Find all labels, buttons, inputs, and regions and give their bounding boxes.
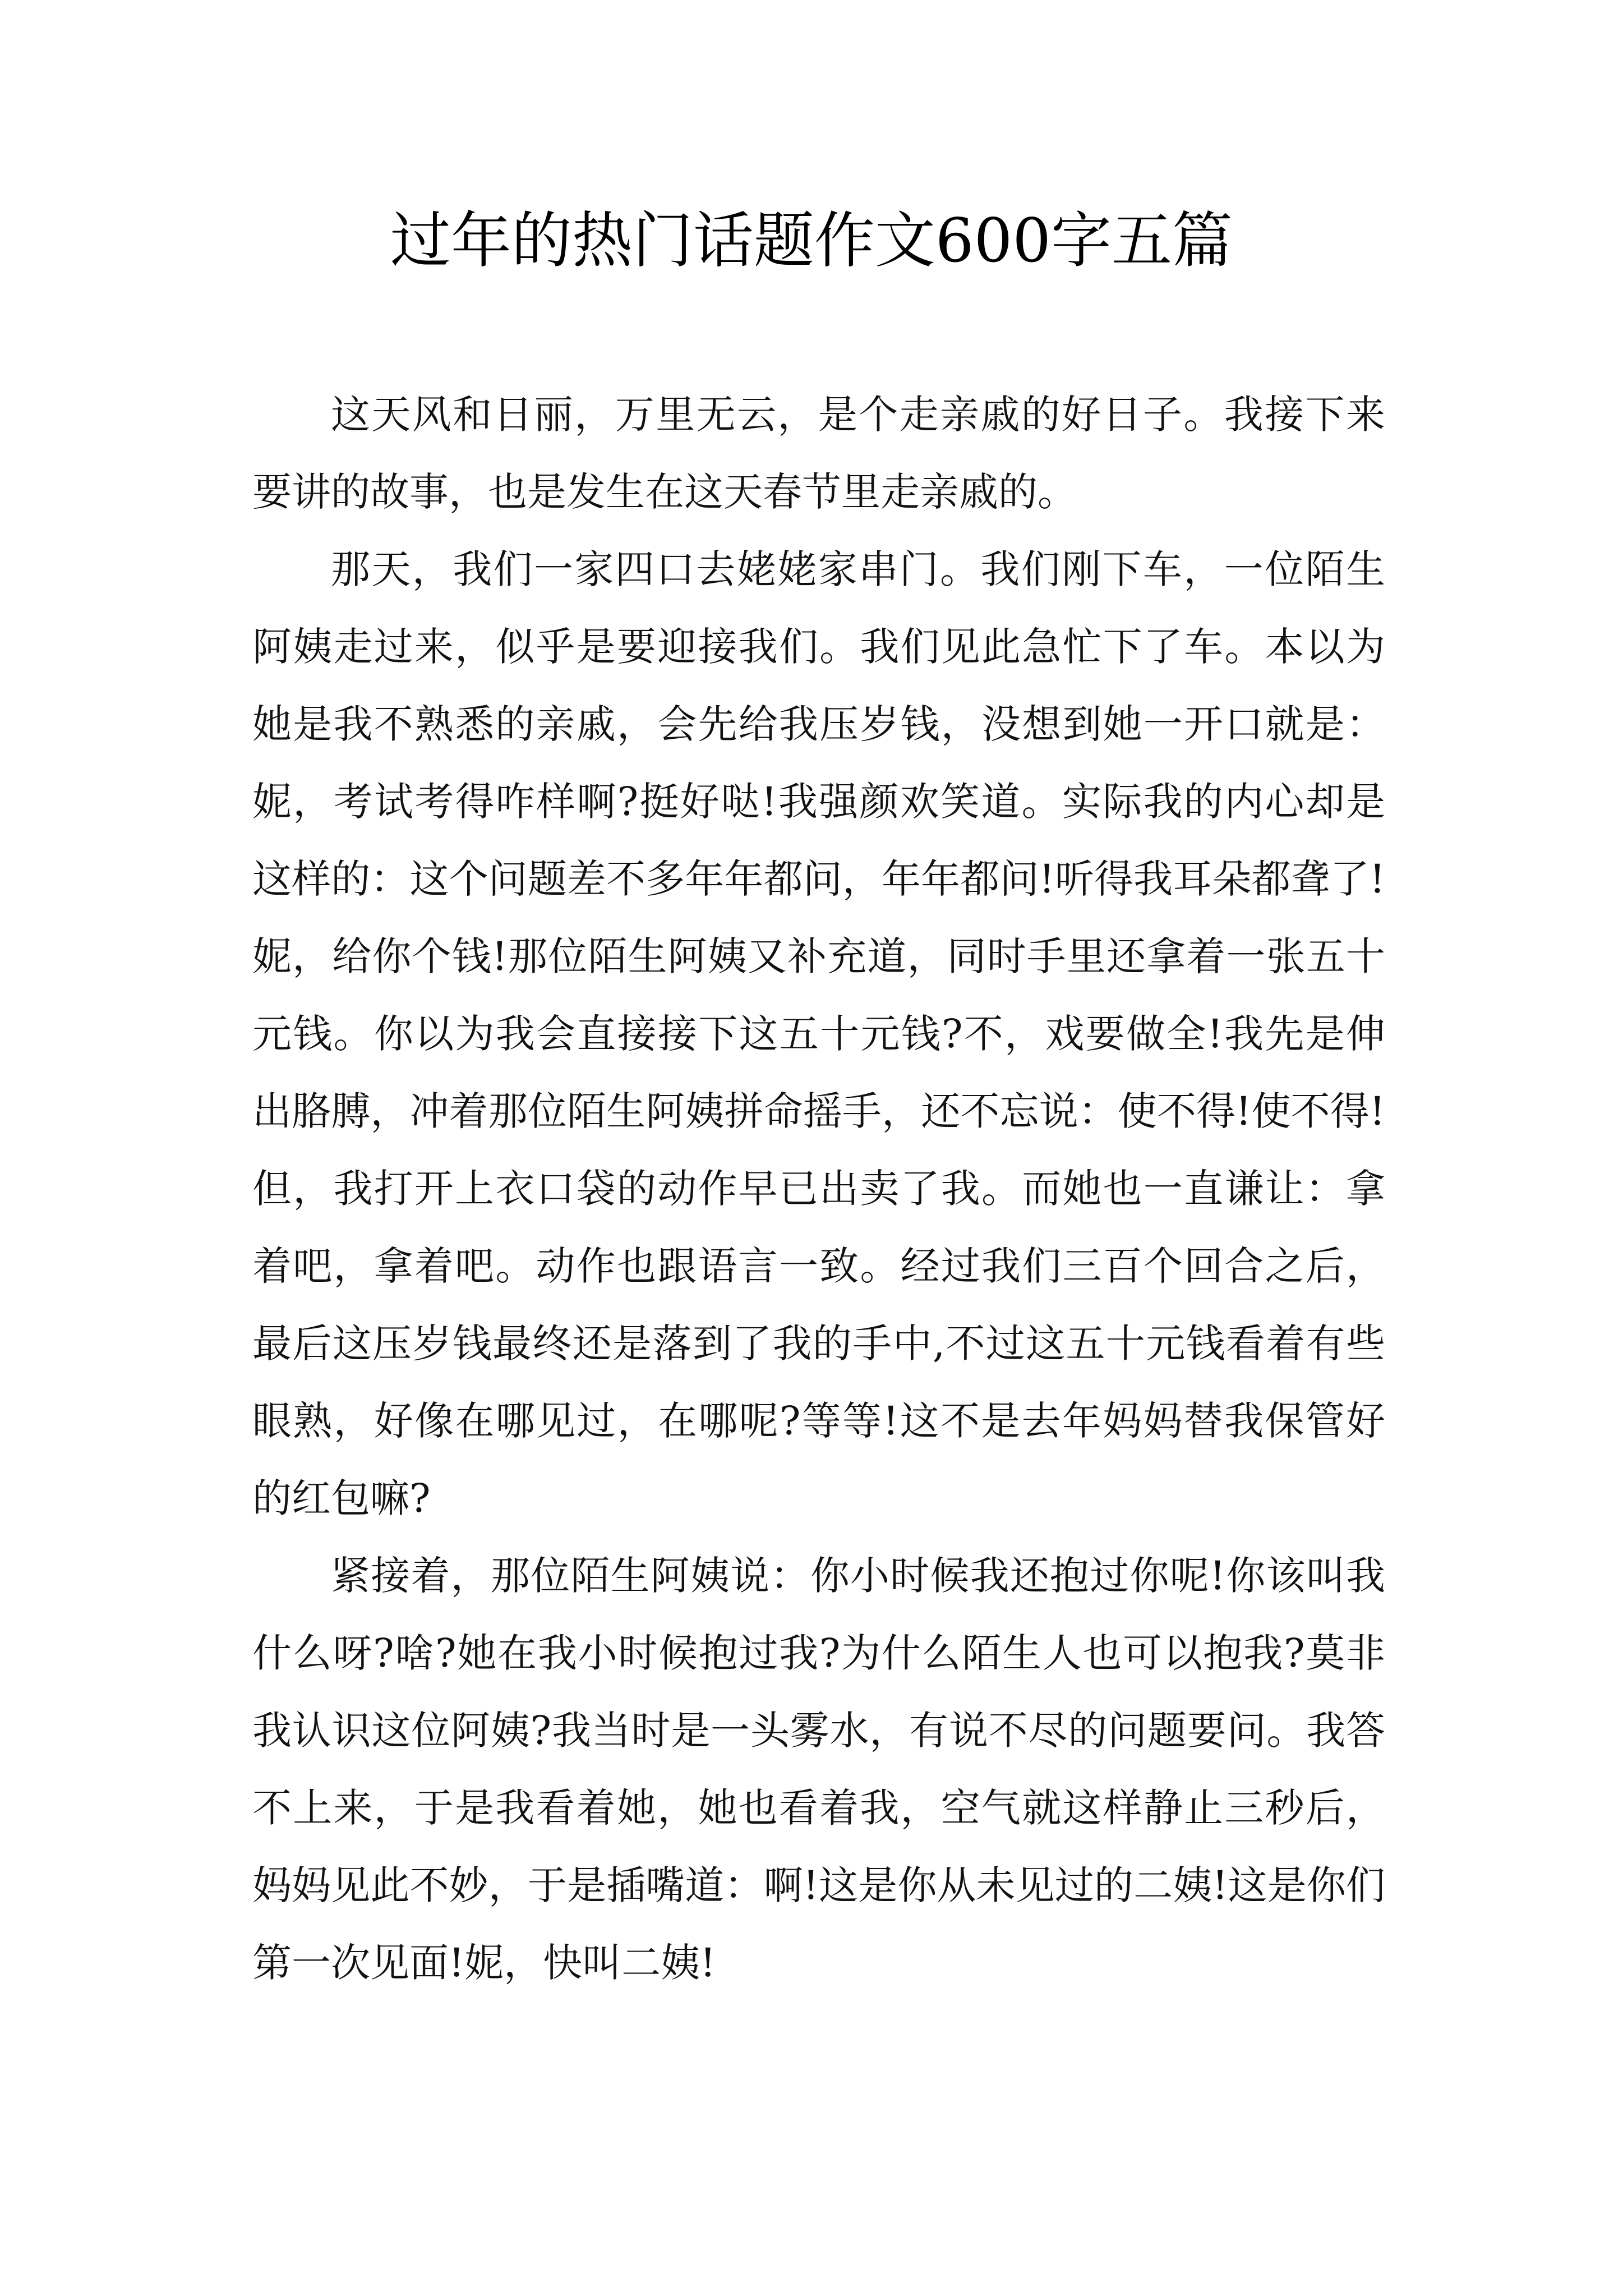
paragraph-1: 这天风和日丽，万里无云，是个走亲戚的好日子。我接下来要讲的故事，也是发生在这天春节里走亲戚的。 bbox=[252, 392, 1385, 515]
paragraph-3: 紧接着，那位陌生阿姨说：你小时候我还抱过你呢!你该叫我什么呀?啥?她在我小时候抱过我?为什么陌生人也可以抱我?莫非我认识这位阿姨?我当时是一头雾水，有说不尽的问题要问。我答不上来，于是我看着她，她也看着我，空气就这样静止三秒后，妈妈见此不妙，于是插嘴道：啊!这是你从未见过的二姨!这是你们第一次见面!妮，快叫二姨! bbox=[252, 1553, 1385, 1986]
document-title: 过年的热门话题作文600字五篇 bbox=[390, 206, 1233, 276]
paragraph-2: 那天，我们一家四口去姥姥家串门。我们刚下车，一位陌生阿姨走过来，似乎是要迎接我们。我们见此急忙下了车。本以为她是我不熟悉的亲戚，会先给我压岁钱，没想到她一开口就是：妮，考试考得咋样啊?挺好哒!我强颜欢笑道。实际我的内心却是这样的：这个问题差不多年年都问，年年都问!听得我耳朵都聋了!妮，给你个钱!那位陌生阿姨又补充道，同时手里还拿着一张五十元钱。你以为我会直接接下这五十元钱?不，戏要做全!我先是伸出胳膊，冲着那位陌生阿姨拼命摇手，还不忘说：使不得!使不得!但，我打开上衣口袋的动作早已出卖了我。而她也一直谦让：拿着吧，拿着吧。动作也跟语言一致。经过我们三百个回合之后，最后这压岁钱最终还是落到了我的手中,不过这五十元钱看着有些眼熟，好像在哪见过，在哪呢?等等!这不是去年妈妈替我保管好的红包嘛? bbox=[252, 546, 1385, 1521]
document-body bbox=[252, 376, 1385, 2001]
